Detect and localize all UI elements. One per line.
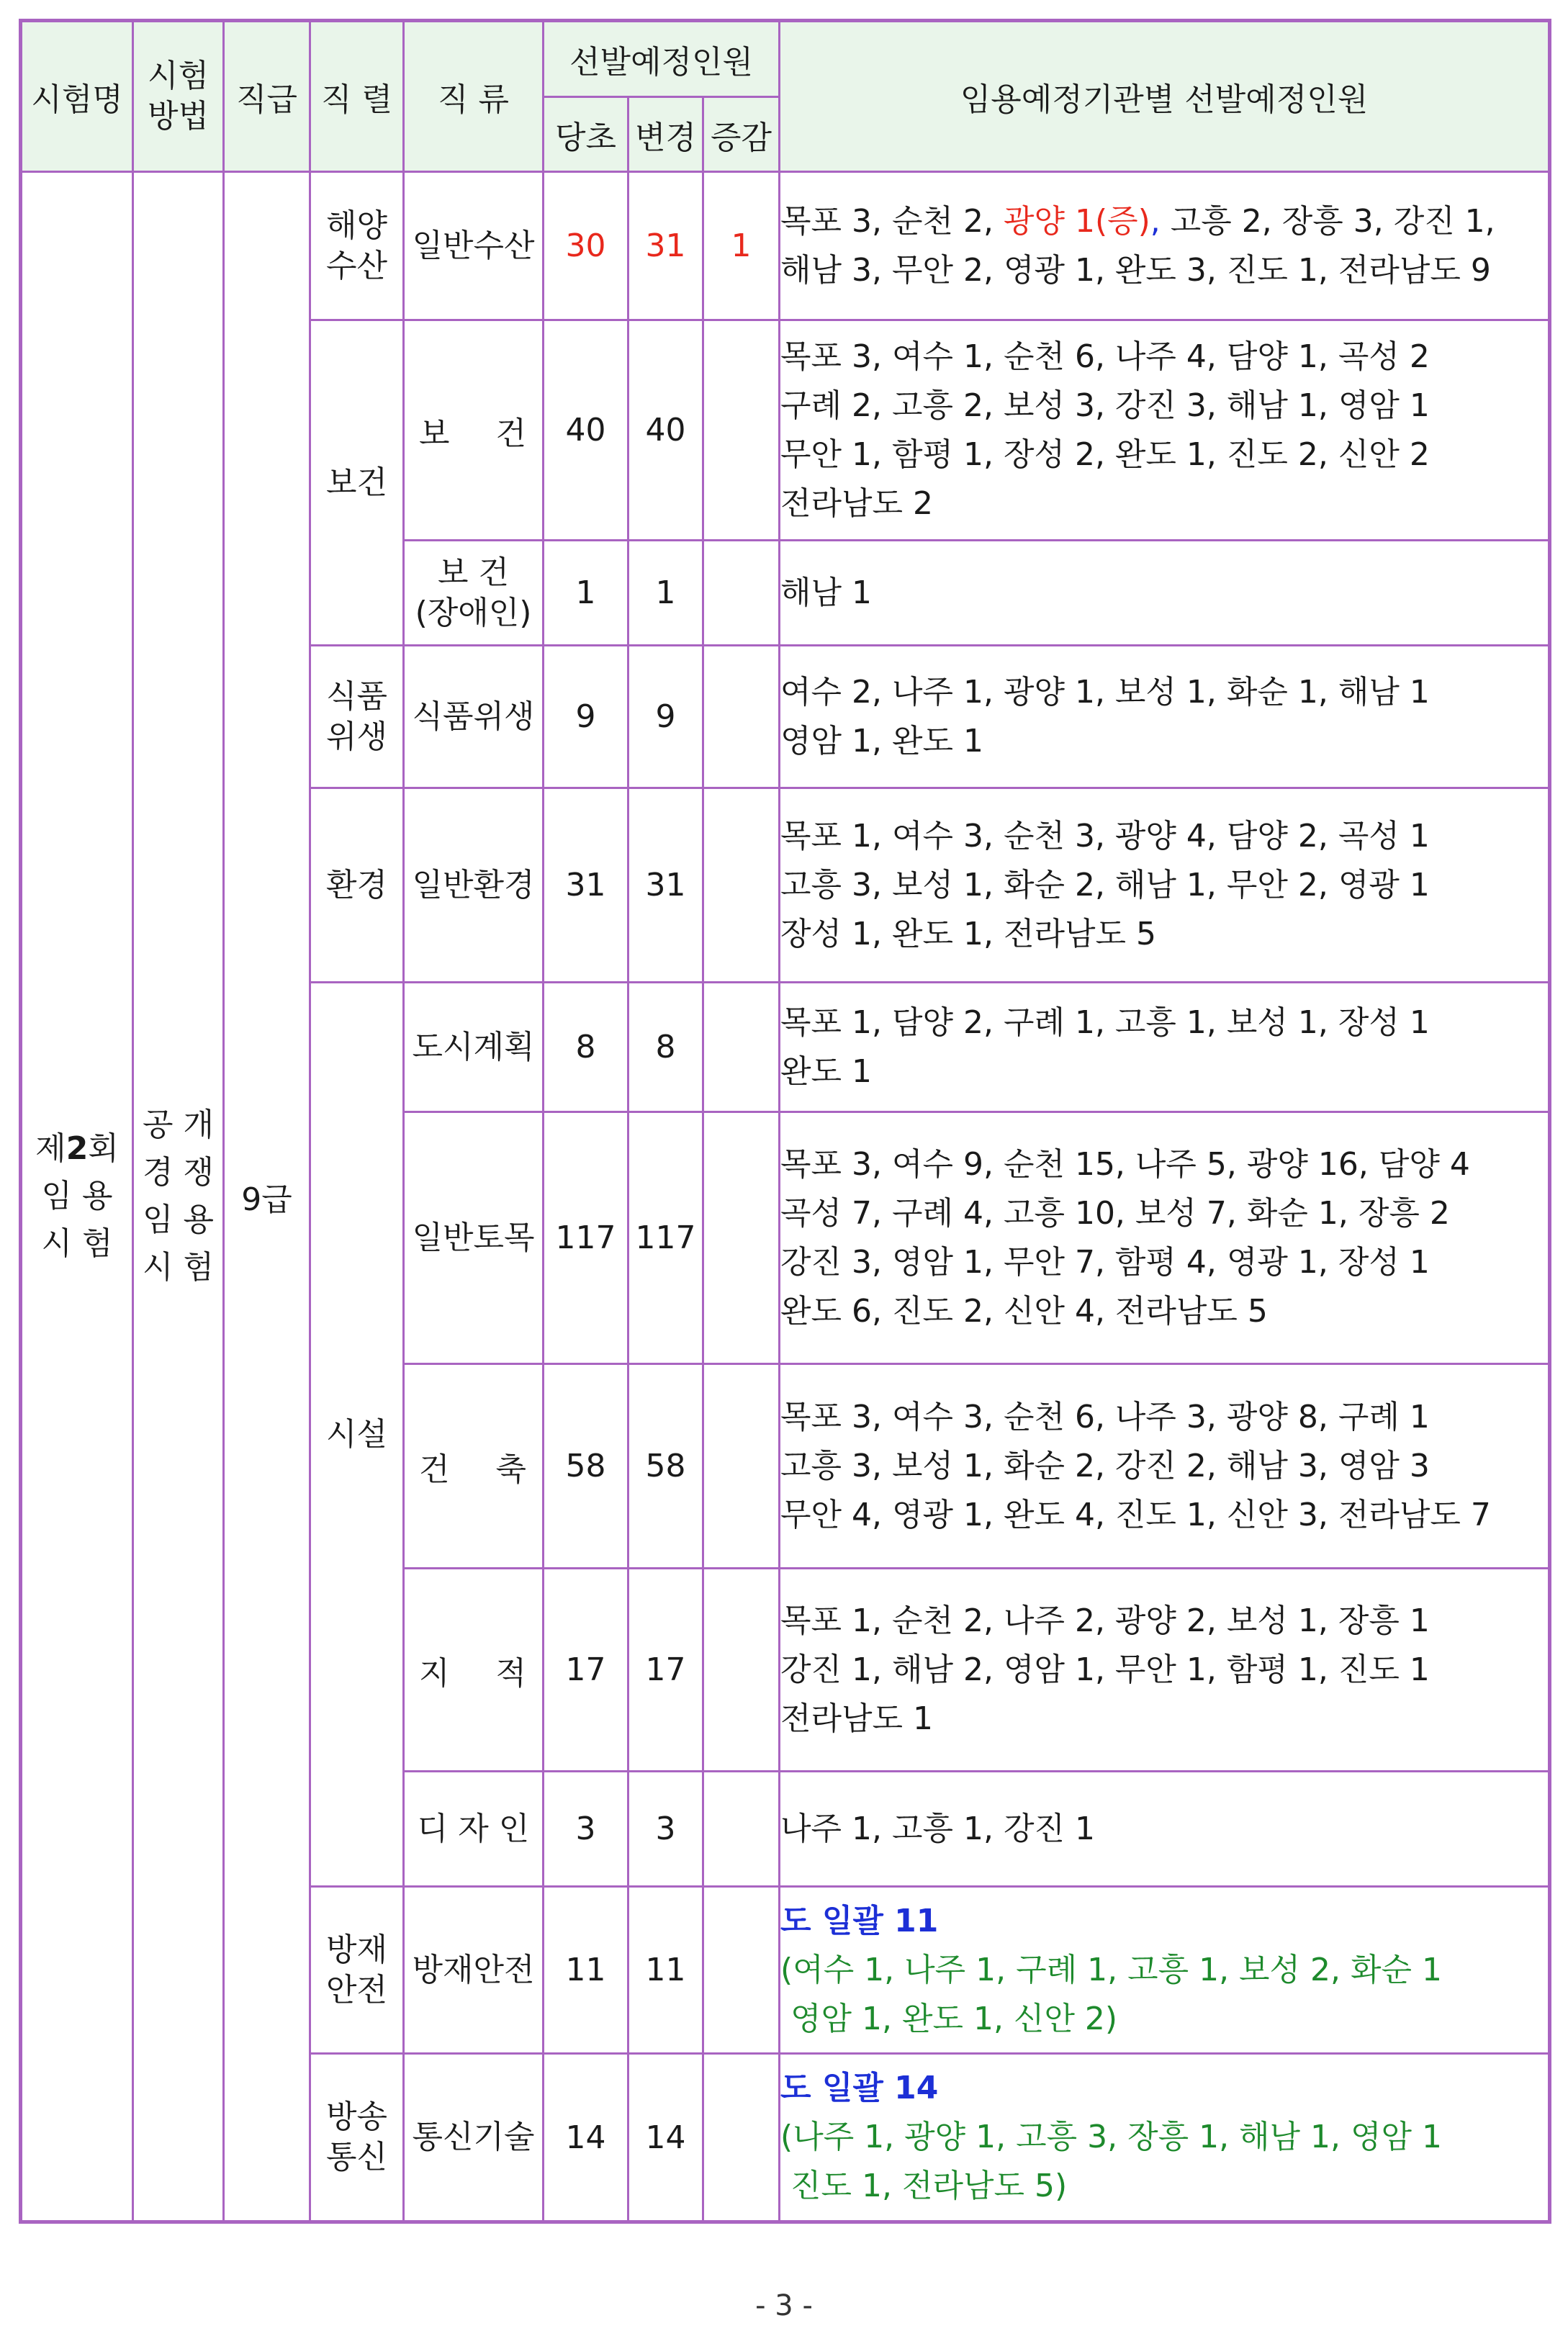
allocation-line: 목포 1, 여수 3, 순천 3, 광양 4, 담양 2, 곡성 1 — [780, 817, 1430, 855]
changed-count-cell: 17 — [628, 1569, 703, 1772]
header-exam-name: 시험명 — [21, 21, 133, 172]
delta-count-cell — [703, 1364, 780, 1569]
allocation-line: 고흥 3, 보성 1, 화순 2, 해남 1, 무안 2, 영광 1 — [780, 866, 1430, 903]
category-cell: 도시계획 — [404, 983, 544, 1112]
agency-allocation-cell — [780, 1364, 1550, 1569]
allocation-line: 무안 1, 함평 1, 장성 2, 완도 1, 진도 2, 신안 2 — [780, 436, 1430, 473]
allocation-line: 장성 1, 완도 1, 전라남도 5 — [780, 915, 1156, 952]
changed-count-cell: 117 — [628, 1112, 703, 1364]
category-cell: 일반토목 — [404, 1112, 544, 1364]
delta-count-cell — [703, 1887, 780, 2054]
allocation-line: 목포 3, 여수 3, 순천 6, 나주 3, 광양 8, 구례 1 — [780, 1398, 1430, 1435]
exam-method-cell: 공 개 경 쟁 임 용 시 험 — [133, 172, 224, 2222]
allocation-line: 해남 3, 무안 2, 영광 1, 완도 3, 진도 1, 전라남도 9 — [780, 251, 1491, 289]
series-cell: 해양 수산 — [310, 172, 404, 320]
series-cell: 보건 — [310, 320, 404, 646]
allocation-line: 목포 3, 순천 2, 광양 1(증), 고흥 2, 장흥 3, 강진 1, — [780, 202, 1495, 240]
agency-allocation-cell — [780, 2054, 1550, 2222]
agency-allocation-cell — [780, 1569, 1550, 1772]
agency-allocation-cell — [780, 788, 1550, 983]
page-number: - 3 - — [755, 2289, 813, 2322]
series-cell: 환경 — [310, 788, 404, 983]
delta-count-cell — [703, 646, 780, 788]
category-cell: 건 축 — [404, 1364, 544, 1569]
changed-count-cell: 58 — [628, 1364, 703, 1569]
original-count-cell: 14 — [544, 2054, 628, 2222]
allocation-line: 도 일괄 11 — [780, 1902, 939, 1939]
changed-count-cell: 31 — [628, 788, 703, 983]
delta-count-cell — [703, 2054, 780, 2222]
allocation-line: (나주 1, 광양 1, 고흥 3, 장흥 1, 해남 1, 영암 1 — [780, 2119, 1442, 2155]
allocation-line: 해남 1 — [780, 574, 873, 611]
allocation-line: 고흥 3, 보성 1, 화순 2, 강진 2, 해남 3, 영암 3 — [780, 1447, 1430, 1484]
changed-count-cell: 40 — [628, 320, 703, 541]
original-count-cell: 17 — [544, 1569, 628, 1772]
original-count-cell: 8 — [544, 983, 628, 1112]
original-count-cell: 31 — [544, 788, 628, 983]
allocation-line: 목포 3, 여수 9, 순천 15, 나주 5, 광양 16, 담양 4 — [780, 1145, 1470, 1183]
allocation-line: 목포 1, 담양 2, 구례 1, 고흥 1, 보성 1, 장성 1 — [780, 1004, 1430, 1041]
allocation-line: 강진 3, 영암 1, 무안 7, 함평 4, 영광 1, 장성 1 — [780, 1243, 1430, 1281]
changed-count-cell: 9 — [628, 646, 703, 788]
delta-count-cell — [703, 983, 780, 1112]
original-count-cell: 30 — [544, 172, 628, 320]
allocation-line: 목포 3, 여수 1, 순천 6, 나주 4, 담양 1, 곡성 2 — [780, 338, 1430, 375]
category-cell: 방재안전 — [404, 1887, 544, 2054]
agency-allocation-cell — [780, 1112, 1550, 1364]
original-count-cell: 1 — [544, 541, 628, 646]
allocation-line: 여수 2, 나주 1, 광양 1, 보성 1, 화순 1, 해남 1 — [780, 673, 1430, 711]
header-by-agency: 임용예정기관별 선발예정인원 — [780, 21, 1550, 172]
changed-count-cell: 11 — [628, 1887, 703, 2054]
category-cell: 보 건 (장애인) — [404, 541, 544, 646]
allocation-line: 영암 1, 완도 1 — [780, 722, 983, 759]
allocation-line: 도 일괄 14 — [780, 2070, 939, 2106]
allocation-line: 영암 1, 완도 1, 신안 2) — [780, 2000, 1118, 2037]
delta-count-cell — [703, 320, 780, 541]
table-row — [21, 172, 1550, 320]
allocation-line: 전라남도 2 — [780, 484, 934, 522]
allocation-line: 곡성 7, 구례 4, 고흥 10, 보성 7, 화순 1, 장흥 2 — [780, 1194, 1450, 1232]
original-count-cell: 40 — [544, 320, 628, 541]
delta-count-cell — [703, 1112, 780, 1364]
agency-allocation-cell — [780, 320, 1550, 541]
allocation-line: 구례 2, 고흥 2, 보성 3, 강진 3, 해남 1, 영암 1 — [780, 387, 1430, 424]
agency-allocation-cell — [780, 172, 1550, 320]
series-cell: 식품 위생 — [310, 646, 404, 788]
header-category: 직 류 — [404, 21, 544, 172]
series-cell: 시설 — [310, 983, 404, 1887]
agency-allocation-cell — [780, 1887, 1550, 2054]
changed-count-cell: 1 — [628, 541, 703, 646]
changed-count-cell: 3 — [628, 1772, 703, 1887]
allocation-line: (여수 1, 나주 1, 구례 1, 고흥 1, 보성 2, 화순 1 — [780, 1951, 1442, 1988]
delta-count-cell: 1 — [703, 172, 780, 320]
allocation-line: 나주 1, 고흥 1, 강진 1 — [780, 1810, 1095, 1847]
allocation-line: 전라남도 1 — [780, 1700, 934, 1737]
changed-count-cell: 14 — [628, 2054, 703, 2222]
original-count-cell: 58 — [544, 1364, 628, 1569]
original-count-cell: 11 — [544, 1887, 628, 2054]
category-cell: 일반환경 — [404, 788, 544, 983]
original-count-cell: 3 — [544, 1772, 628, 1887]
header-grade: 직급 — [224, 21, 310, 172]
series-cell: 방재 안전 — [310, 1887, 404, 2054]
delta-count-cell — [703, 788, 780, 983]
header-original: 당초 — [544, 97, 628, 172]
allocation-line: 완도 1 — [780, 1052, 873, 1090]
header-delta: 증감 — [703, 97, 780, 172]
delta-count-cell — [703, 1772, 780, 1887]
delta-count-cell — [703, 541, 780, 646]
header-series: 직 렬 — [310, 21, 404, 172]
changed-count-cell: 8 — [628, 983, 703, 1112]
header-exam-method: 시험 방법 — [133, 21, 224, 172]
delta-count-cell — [703, 1569, 780, 1772]
header-changed: 변경 — [628, 97, 703, 172]
agency-allocation-cell — [780, 1772, 1550, 1887]
allocation-line: 진도 1, 전라남도 5) — [780, 2168, 1068, 2204]
series-cell: 방송 통신 — [310, 2054, 404, 2222]
category-cell: 통신기술 — [404, 2054, 544, 2222]
category-cell: 디 자 인 — [404, 1772, 544, 1887]
allocation-line: 목포 1, 순천 2, 나주 2, 광양 2, 보성 1, 장흥 1 — [780, 1602, 1430, 1639]
category-cell: 일반수산 — [404, 172, 544, 320]
category-cell: 지 적 — [404, 1569, 544, 1772]
allocation-line: 무안 4, 영광 1, 완도 4, 진도 1, 신안 3, 전라남도 7 — [780, 1496, 1491, 1533]
original-count-cell: 117 — [544, 1112, 628, 1364]
category-cell: 식품위생 — [404, 646, 544, 788]
allocation-line: 강진 1, 해남 2, 영암 1, 무안 1, 함평 1, 진도 1 — [780, 1651, 1430, 1688]
original-count-cell: 9 — [544, 646, 628, 788]
changed-count-cell: 31 — [628, 172, 703, 320]
agency-allocation-cell — [780, 646, 1550, 788]
recruitment-table — [19, 19, 1551, 2224]
agency-allocation-cell — [780, 983, 1550, 1112]
header-planned: 선발예정인원 — [544, 21, 780, 97]
exam-name-cell: 제2회 임 용 시 험 — [21, 172, 133, 2222]
grade-cell: 9급 — [224, 172, 310, 2222]
category-cell: 보 건 — [404, 320, 544, 541]
agency-allocation-cell — [780, 541, 1550, 646]
allocation-line: 완도 6, 진도 2, 신안 4, 전라남도 5 — [780, 1292, 1268, 1330]
